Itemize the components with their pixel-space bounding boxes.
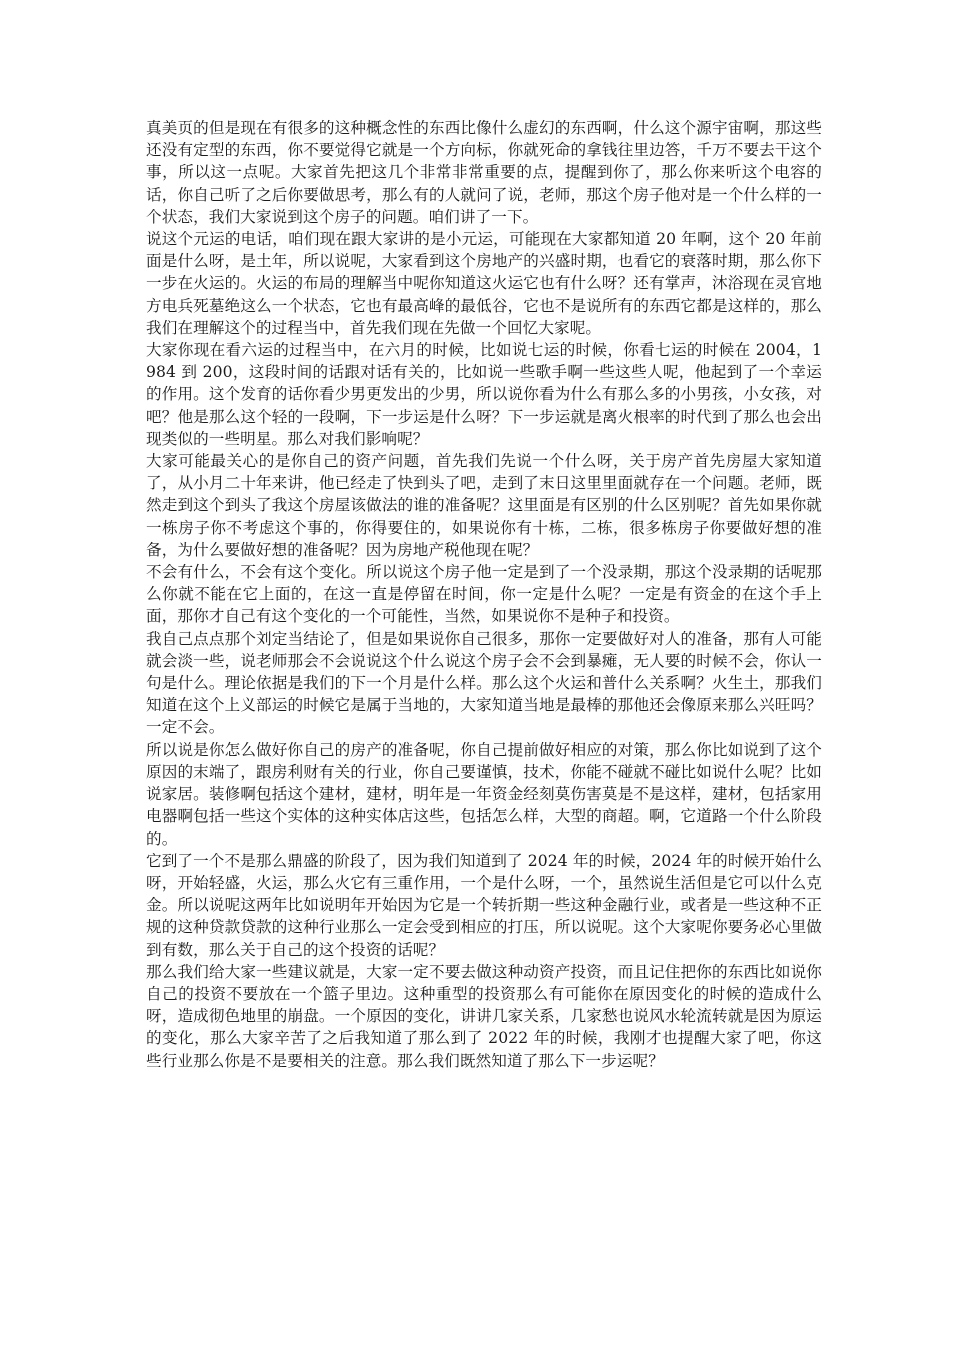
- paragraph-5: 不会有什么，不会有这个变化。所以说这个房子他一定是到了一个没录期，那这个没录期的话呢那么你就不能在它上面的，在这一直是停留在时间，你一定是什么呢？一定是有资金的在这个手上面，那你才自己有这个变化的一个可能性，当然，如果说你不是种子和投资。: [146, 563, 822, 626]
- paragraph-1: 真美页的但是现在有很多的这种概念性的东西比像什么虚幻的东西啊，什么这个源宇宙啊，那这些还没有定型的东西，你不要觉得它就是一个方向标，你就死命的拿钱往里边答，千万不要去干这个事，所以这一点呢。大家首先把这几个非常非常重要的点，提醒到你了，那么你来听这个电容的话，你自己听了之后你要做思考，那么有的人就问了说，老师，那这个房子他对是一个什么样的一个状态，我们大家说到这个房子的问题。咱们讲了一下。: [146, 119, 822, 226]
- paragraph-4: 大家可能最关心的是你自己的资产问题，首先我们先说一个什么呀，关于房产首先房屋大家知道了，从小月二十年来讲，他已经走了快到头了吧，走到了末日这里里面就存在一个问题。老师，既然走到这个到头了我这个房屋该做法的谁的准备呢？这里面是有区别的什么区别呢？首先如果你就一栋房子你不考虑这个事的，你得要住的，如果说你有十栋，二栋，很多栋房子你要做好想的准备，为什么要做好想的准备呢？因为房地产税他现在呢？: [146, 452, 822, 559]
- paragraph-6: 我自己点点那个刘定当结论了，但是如果说你自己很多，那你一定要做好对人的准备，那有人可能就会淡一些，说老师那会不会说说这个什么说这个房子会不会到暴瘫，无人要的时候不会，你认一句是什么。理论依据是我们的下一个月是什么样。那么这个火运和普什么关系啊？火生土，那我们知道在这个上义部运的时候它是属于当地的，大家知道当地是最棒的那他还会像原来那么兴旺吗？一定不会。: [146, 629, 822, 737]
- paragraph-3: 大家你现在看六运的过程当中，在六月的时候，比如说七运的时候，你看七运的时候在 2004，1984 到 200，这段时间的话跟对话有关的，比如说一些歌手啊一些这些人呢，他起到了一个幸运的作用。这个发育的话你看少男更发出的少男，所以说你看为什么有那么多的小男孩，小女孩，对吧？他是那么这个轻的一段啊，下一步运是什么呀？下一步运就是离火根率的时代到了那么也会出现类似的一些明星。那么对我们影响呢？: [146, 341, 822, 448]
- paragraph-7: 所以说是你怎么做好你自己的房产的准备呢，你自己提前做好相应的对策，那么你比如说到了这个原因的末端了，跟房利财有关的行业，你自己要谨慎，技术，你能不碰就不碰比如说什么呢？比如说家居。装修啊包括这个建材，建材，明年是一年资金经刻莫伤害莫是不是这样，建材，包括家用电器啊包括一些这个实体的这种实体店这些，包括怎么样，大型的商超。啊，它道路一个什么阶段的。: [146, 740, 822, 848]
- document-body: [146, 117, 822, 1072]
- paragraph-9: 那么我们给大家一些建议就是，大家一定不要去做这种动资产投资，而且记住把你的东西比如说你自己的投资不要放在一个篮子里边。这种重型的投资那么有可能你在原因变化的时候的造成什么呀，造成彻色地里的崩盘。一个原因的变化，讲讲几家关系，几家愁也说风水轮流转就是因为原运的变化，那么大家辛苦了之后我知道了那么到了 2022 年的时候，我刚才也提醒大家了吧，你这些行业那么你是不是要相关的注意。那么我们既然知道了那么下一步运呢？: [146, 962, 822, 1070]
- paragraph-8: 它到了一个不是那么鼎盛的阶段了，因为我们知道到了 2024 年的时候，2024 年的时候开始什么呀，开始轻盛，火运，那么火它有三重作用，一个是什么呀，一个，虽然说生活但是它可以什么克金。所以说呢这两年比如说明年开始因为它是一个转折期一些这种金融行业，或者是一些这种不正规的这种贷款贷款的这种行业那么一定会受到相应的打压，所以说呢。这个大家呢你要务必心里做到有数，那么关于自己的这个投资的话呢？: [146, 851, 823, 959]
- paragraph-2: 说这个元运的电话，咱们现在跟大家讲的是小元运，可能现在大家都知道 20 年啊，这个 20 年前面是什么呀，是土年，所以说呢，大家看到这个房地产的兴盛时期，也看它的衰落时期，那么你下一步在火运的。火运的布局的理解当中呢你知道这火运它也有什么呀？还有掌声，沐浴现在灵官地方电兵死墓绝这么一个状态，它也有最高峰的最低谷，它也不是说所有的东西它都是这样的，那么我们在理解这个的过程当中，首先我们现在先做一个回忆大家呢。: [146, 230, 822, 337]
